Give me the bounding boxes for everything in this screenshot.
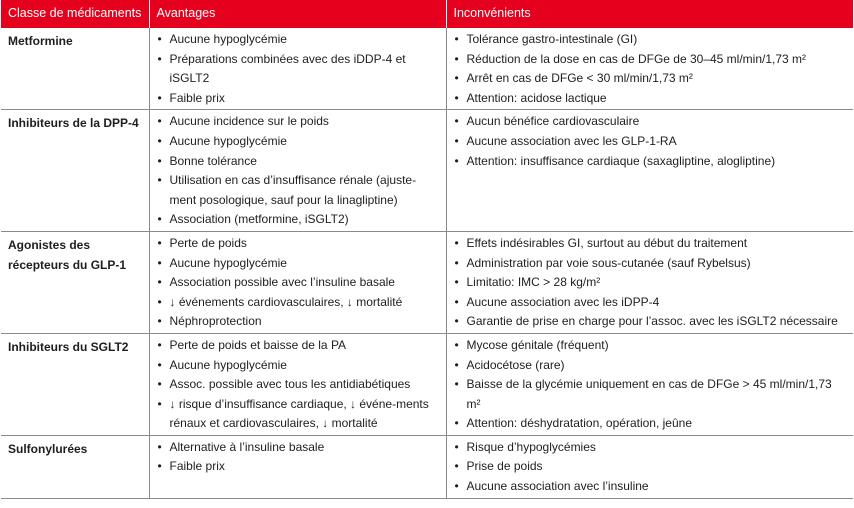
disadvantages-list xyxy=(454,336,850,434)
list-item: • ↓ événements cardiovasculaires, ↓ mortalité xyxy=(157,293,442,313)
list-item: • Attention: acidose lactique xyxy=(454,89,850,109)
advantages-cell xyxy=(149,231,446,333)
disadvantages-cell xyxy=(446,110,853,232)
table-row xyxy=(1,333,853,435)
list-item: • Prise de poids xyxy=(454,457,850,477)
list-item: • Assoc. possible avec tous les antidiabétiques xyxy=(157,375,442,395)
list-item: • Aucune incidence sur le poids xyxy=(157,112,442,132)
table-header xyxy=(1,0,853,28)
drug-class-cell: Sulfonylurées xyxy=(1,435,149,498)
list-item: • Néphroprotection xyxy=(157,312,442,332)
list-item: • Association (metformine, iSGLT2) xyxy=(157,210,442,230)
disadvantages-list xyxy=(454,234,850,332)
advantages-list xyxy=(157,234,442,332)
list-item: • Faible prix xyxy=(157,89,442,109)
list-item: • Alternative à l’insuline basale xyxy=(157,438,442,458)
list-item: • Garantie de prise en charge pour l’assoc. avec les iSGLT2 nécessaire xyxy=(454,312,850,332)
list-item: • Limitatio: IMC > 28 kg/m² xyxy=(454,273,850,293)
drug-class-cell: Metformine xyxy=(1,28,149,110)
list-item: • Aucune hypoglycémie xyxy=(157,132,442,152)
advantages-list xyxy=(157,336,442,434)
table-row xyxy=(1,110,853,232)
list-item: • Association possible avec l’insuline basale xyxy=(157,273,442,293)
list-item: • Arrêt en cas de DFGe < 30 ml/min/1,73 m² xyxy=(454,69,850,89)
list-item: • Préparations combinées avec des iDDP-4 et iSGLT2 xyxy=(157,50,442,89)
list-item: • Perte de poids et baisse de la PA xyxy=(157,336,442,356)
disadvantages-cell xyxy=(446,333,853,435)
advantages-cell xyxy=(149,435,446,498)
header-disadvantages: Inconvénients xyxy=(446,0,853,28)
advantages-list xyxy=(157,112,442,230)
list-item: • Mycose génitale (fréquent) xyxy=(454,336,850,356)
advantages-list xyxy=(157,438,442,477)
drug-class-cell: Inhibiteurs du SGLT2 xyxy=(1,333,149,435)
disadvantages-list xyxy=(454,112,850,171)
header-row xyxy=(1,0,853,28)
list-item: • Bonne tolérance xyxy=(157,152,442,172)
list-item: • Baisse de la glycémie uniquement en cas de DFGe > 45 ml/min/1,73 m² xyxy=(454,375,850,414)
list-item: • Administration par voie sous-cutanée (sauf Rybelsus) xyxy=(454,254,850,274)
advantages-cell xyxy=(149,333,446,435)
advantages-cell xyxy=(149,110,446,232)
disadvantages-cell xyxy=(446,231,853,333)
list-item: • Effets indésirables GI, surtout au début du traitement xyxy=(454,234,850,254)
header-advantages: Avantages xyxy=(149,0,446,28)
table-row xyxy=(1,435,853,498)
disadvantages-list xyxy=(454,30,850,108)
table-row xyxy=(1,231,853,333)
list-item: • Aucune hypoglycémie xyxy=(157,254,442,274)
disadvantages-cell xyxy=(446,435,853,498)
list-item: • Perte de poids xyxy=(157,234,442,254)
list-item: • Tolérance gastro-intestinale (GI) xyxy=(454,30,850,50)
disadvantages-cell xyxy=(446,28,853,110)
list-item: • ↓ risque d’insuffisance cardiaque, ↓ événe-ments rénaux et cardiovasculaires, ↓ mortalité xyxy=(157,395,442,434)
drug-class-cell: Agonistes des récepteurs du GLP-1 xyxy=(1,231,149,333)
header-drug-class: Classe de médicaments xyxy=(1,0,149,28)
list-item: • Aucune association avec les GLP-1-RA xyxy=(454,132,850,152)
table-row xyxy=(1,28,853,110)
advantages-cell xyxy=(149,28,446,110)
list-item: • Aucune association avec les iDPP-4 xyxy=(454,293,850,313)
medication-comparison-table xyxy=(1,0,853,499)
table-body xyxy=(1,28,853,498)
disadvantages-list xyxy=(454,438,850,497)
list-item: • Aucune association avec l’insuline xyxy=(454,477,850,497)
list-item: • Aucune hypoglycémie xyxy=(157,30,442,50)
list-item: • Aucune hypoglycémie xyxy=(157,356,442,376)
list-item: • Risque d’hypoglycémies xyxy=(454,438,850,458)
list-item: • Aucun bénéfice cardiovasculaire xyxy=(454,112,850,132)
list-item: • Réduction de la dose en cas de DFGe de 30–45 ml/min/1,73 m² xyxy=(454,50,850,70)
advantages-list xyxy=(157,30,442,108)
list-item: • Acidocétose (rare) xyxy=(454,356,850,376)
drug-class-cell: Inhibiteurs de la DPP-4 xyxy=(1,110,149,232)
list-item: • Utilisation en cas d’insuffisance rénale (ajuste-ment posologique, sauf pour la linagliptine) xyxy=(157,171,442,210)
list-item: • Faible prix xyxy=(157,457,442,477)
list-item: • Attention: déshydratation, opération, jeûne xyxy=(454,414,850,434)
list-item: • Attention: insuffisance cardiaque (saxagliptine, alogliptine) xyxy=(454,152,850,172)
